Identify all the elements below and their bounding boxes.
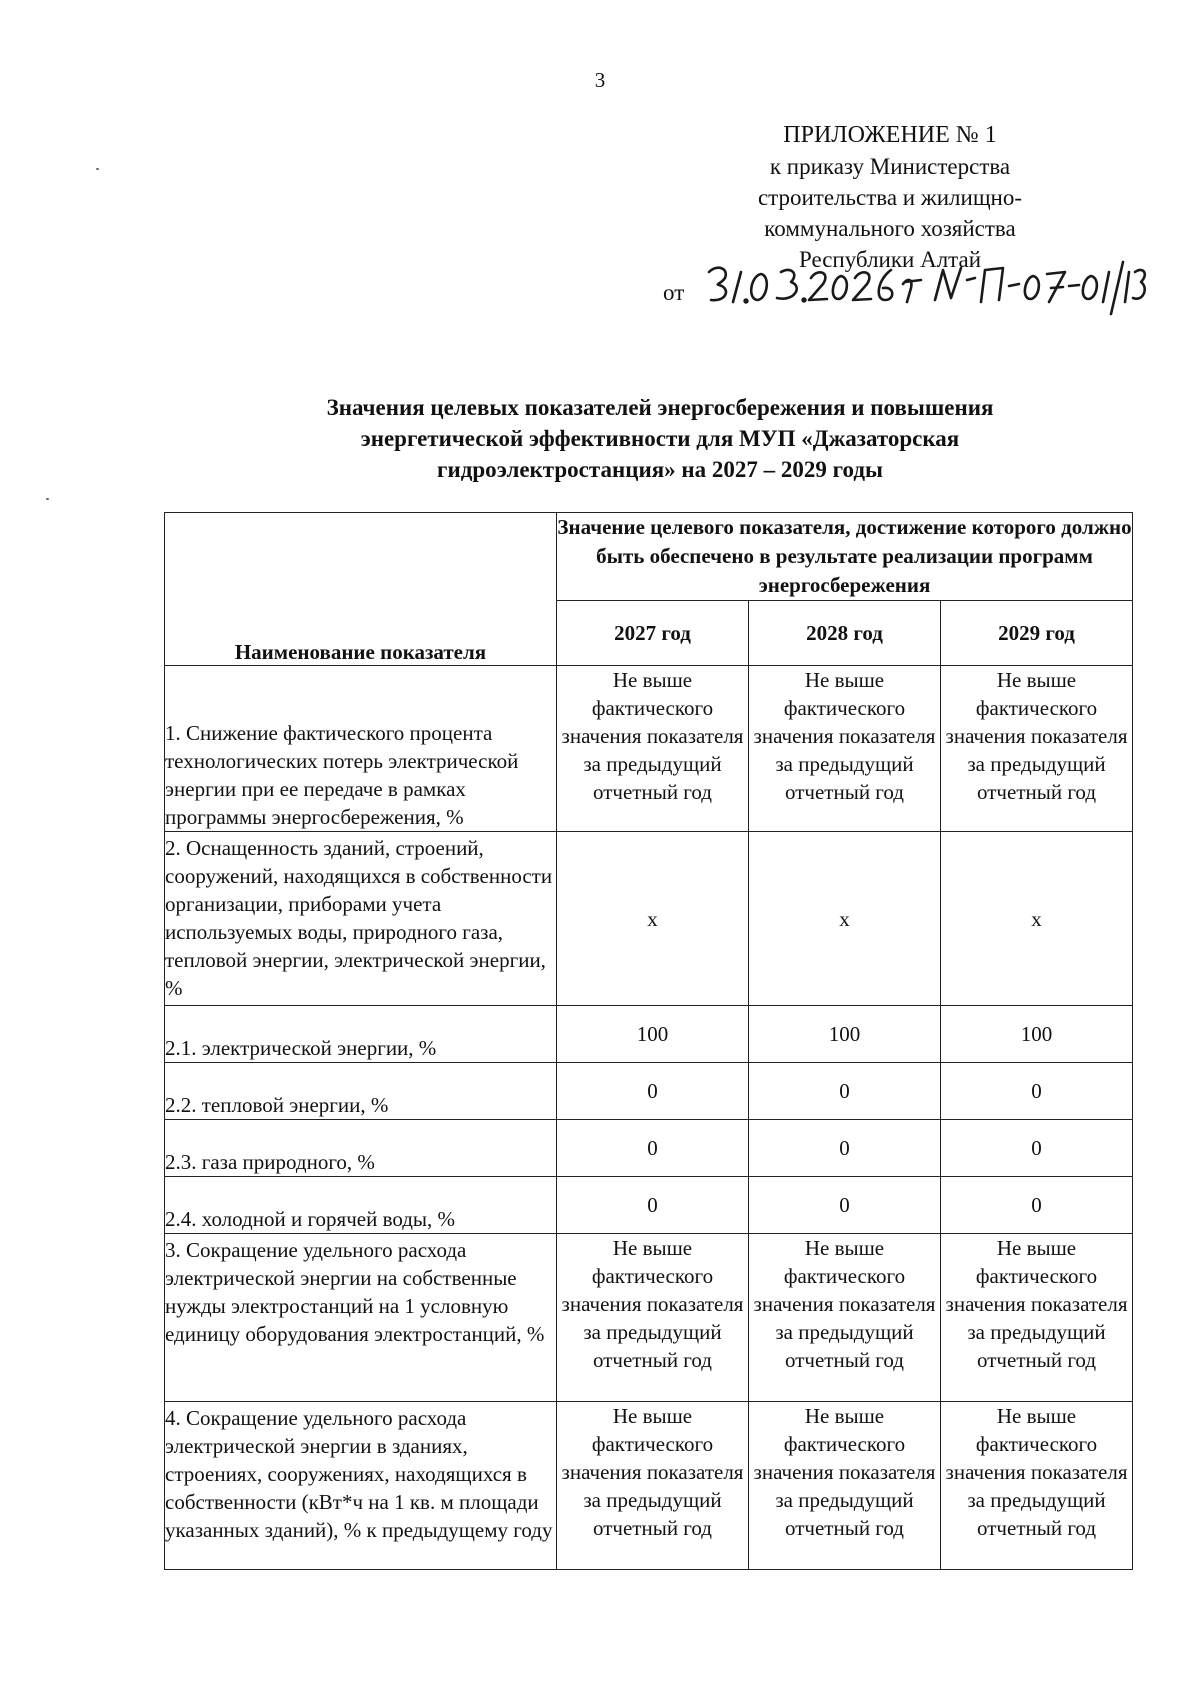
indicator-value: Не выше фактического значения показателя за предыдущий отчетный год <box>557 666 749 832</box>
indicator-value: 100 <box>557 1006 749 1063</box>
handwritten-signature <box>699 258 1149 321</box>
table-row <box>165 1063 1133 1120</box>
appendix-title: ПРИЛОЖЕНИЕ № 1 <box>783 122 997 148</box>
document-title <box>240 392 1080 485</box>
indicator-value: 0 <box>557 1063 749 1120</box>
indicator-value: Не выше фактического значения показателя за предыдущий отчетный год <box>749 1234 941 1402</box>
indicator-value: Не выше фактического значения показателя за предыдущий отчетный год <box>557 1234 749 1402</box>
header-year: 2027 год <box>557 601 749 666</box>
indicator-value: 0 <box>941 1120 1133 1177</box>
indicator-value: 0 <box>557 1120 749 1177</box>
header-target-value: Значение целевого показателя, достижение которого должно быть обеспечено в результате реализации программ энергосбережения <box>557 513 1133 601</box>
scan-speck <box>46 498 49 500</box>
page-number: 3 <box>594 68 606 92</box>
appendix-line: к приказу Министерства <box>769 154 1011 179</box>
indicator-value: 100 <box>749 1006 941 1063</box>
table-row <box>165 666 1133 832</box>
indicator-value: Не выше фактического значения показателя за предыдущий отчетный год <box>749 1402 941 1570</box>
indicator-name: 2.2. тепловой энергии, % <box>165 1063 557 1120</box>
indicator-value: x <box>941 832 1133 1006</box>
header-indicator-name: Наименование показателя <box>165 513 557 666</box>
scan-speck <box>96 168 99 170</box>
indicator-value: 0 <box>941 1177 1133 1234</box>
indicator-value: 0 <box>557 1177 749 1234</box>
table-row <box>165 1177 1133 1234</box>
indicator-name: 3. Сокращение удельного расхода электрической энергии на собственные нужды электростанций на 1 условную единицу оборудования электростанций, % <box>165 1234 557 1402</box>
date-prefix: от <box>663 280 685 305</box>
indicator-value: 0 <box>749 1177 941 1234</box>
indicator-name: 2.1. электрической энергии, % <box>165 1006 557 1063</box>
table-row <box>165 1234 1133 1402</box>
indicator-value: Не выше фактического значения показателя за предыдущий отчетный год <box>557 1402 749 1570</box>
indicator-value: 0 <box>749 1120 941 1177</box>
indicator-value: 100 <box>941 1006 1133 1063</box>
indicator-value: Не выше фактического значения показателя за предыдущий отчетный год <box>941 1402 1133 1570</box>
table-row <box>165 1006 1133 1063</box>
table-row <box>165 832 1133 1006</box>
indicator-name: 4. Сокращение удельного расхода электрической энергии в зданиях, строениях, сооружениях, находящихся в собственности (кВт*ч на 1 кв. м площади указанных зданий), % к предыдущему году <box>165 1402 557 1570</box>
appendix-line: строительства и жилищно- <box>757 185 1023 210</box>
indicator-name: 2.3. газа природного, % <box>165 1120 557 1177</box>
header-year: 2029 год <box>941 601 1133 666</box>
indicator-name: 2. Оснащенность зданий, строений, сооружений, находящихся в собственности организации, приборами учета используемых воды, природного газа, тепловой энергии, электрической энергии, % <box>165 832 557 1006</box>
table-row <box>165 1402 1133 1570</box>
title-line: энергетической эффективности для МУП «Джазаторская <box>360 426 960 451</box>
appendix-block <box>700 120 1080 275</box>
indicator-value: 0 <box>941 1063 1133 1120</box>
title-line: гидроэлектростанция» на 2027 – 2029 годы <box>437 457 883 482</box>
indicator-value: Не выше фактического значения показателя за предыдущий отчетный год <box>749 666 941 832</box>
indicator-value: 0 <box>749 1063 941 1120</box>
indicator-name: 2.4. холодной и горячей воды, % <box>165 1177 557 1234</box>
indicator-value: x <box>749 832 941 1006</box>
appendix-line: коммунального хозяйства <box>764 216 1016 241</box>
table-row <box>165 1120 1133 1177</box>
header-year: 2028 год <box>749 601 941 666</box>
indicator-value: Не выше фактического значения показателя за предыдущий отчетный год <box>941 666 1133 832</box>
indicator-name: 1. Снижение фактического процента технологических потерь электрической энергии при ее передаче в рамках программы энергосбережения, % <box>165 666 557 832</box>
appendix-line: Республики Алтай <box>798 247 982 272</box>
indicator-value: Не выше фактического значения показателя за предыдущий отчетный год <box>941 1234 1133 1402</box>
indicators-table <box>164 512 1133 1570</box>
indicator-value: x <box>557 832 749 1006</box>
title-line: Значения целевых показателей энергосбережения и повышения <box>326 395 994 420</box>
